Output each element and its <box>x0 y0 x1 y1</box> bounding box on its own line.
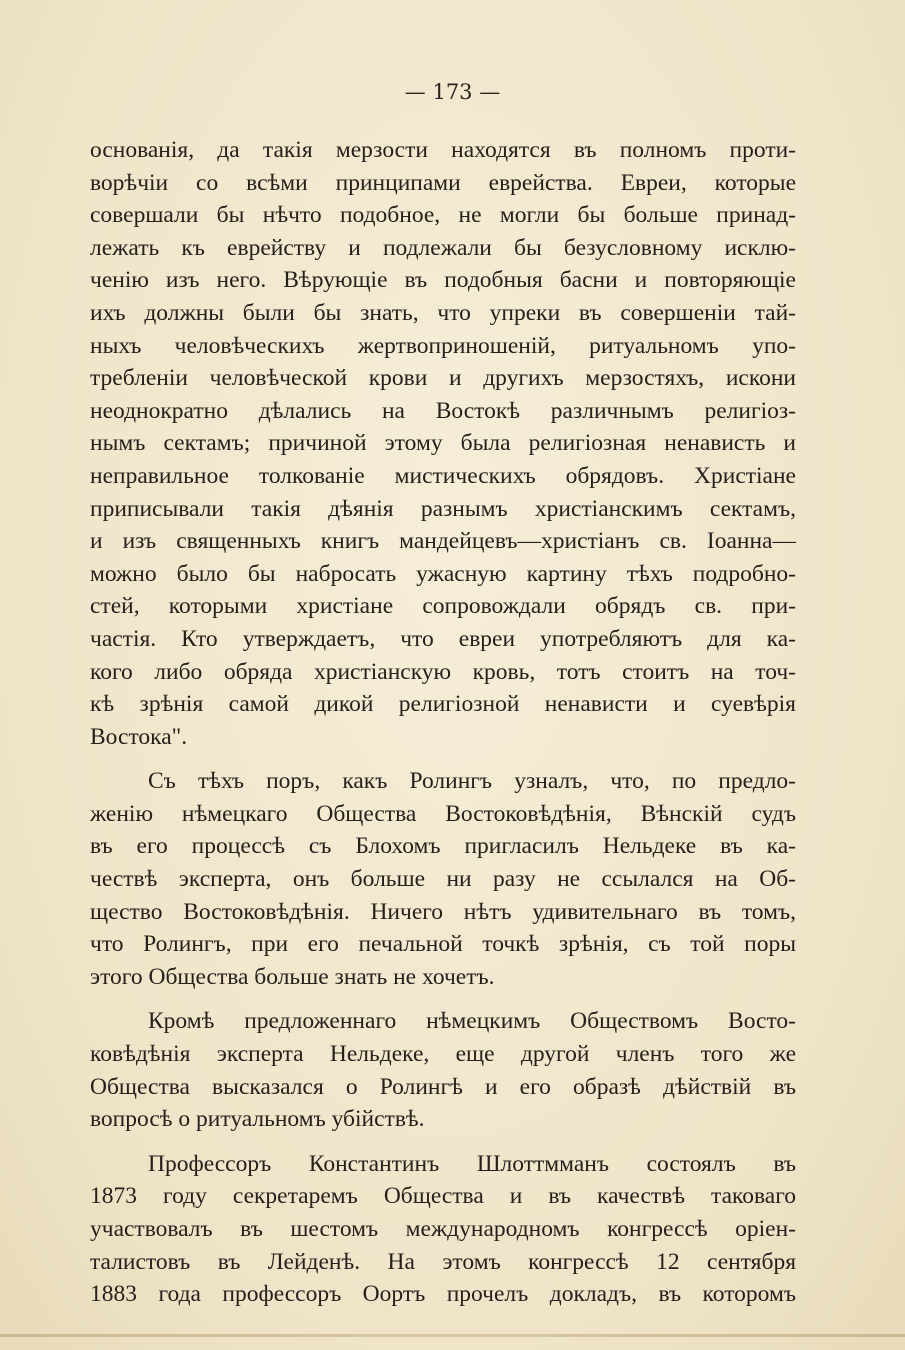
text-line: лежать къ еврейству и подлежали бы безусловному исклю- <box>90 234 796 261</box>
text-line: ворѣчіи со всѣми принципами еврейства. Евреи, которые <box>90 169 796 196</box>
text-line: въ его процессѣ съ Блохомъ пригласилъ Нельдеке въ ка- <box>90 833 796 860</box>
text-line: ихъ должны были бы знать, что упреки въ совершеніи тай- <box>90 299 796 326</box>
paragraph <box>90 134 796 753</box>
text-line: Профессоръ Константинъ Шлоттмманъ состоялъ въ <box>148 1150 796 1177</box>
text-line: 1883 года профессоръ Оортъ прочелъ докладъ, въ которомъ <box>90 1281 796 1308</box>
text-line: кого либо обряда христіанскую кровь, тотъ стоитъ на точ- <box>90 658 796 685</box>
text-line: что Ролингъ, при его печальной точкѣ зрѣнія, съ той поры <box>90 931 796 958</box>
text-line: стей, которыми христіане сопровождали обрядъ св. при- <box>90 593 796 620</box>
text-line: ныхъ человѣческихъ жертвоприношеній, ритуальномъ упо- <box>90 332 796 359</box>
text-line: основанія, да такія мерзости находятся въ полномъ проти- <box>90 137 796 163</box>
paragraph <box>90 1005 796 1135</box>
text-line: Съ тѣхъ поръ, какъ Ролингъ узналъ, что, по предло- <box>148 768 796 795</box>
text-line: ковѣдѣнія эксперта Нельдеке, еще другой членъ того же <box>90 1041 796 1068</box>
text-line: 1873 году секретаремъ Общества и въ качествѣ таковаго <box>90 1183 796 1210</box>
text-line: неправильное толкованіе мистическихъ обрядовъ. Христіане <box>90 462 796 489</box>
text-line: щество Востоковѣдѣнія. Ничего нѣтъ удивительнаго въ томъ, <box>90 898 796 925</box>
text-line: женію нѣмецкаго Общества Востоковѣдѣнія, Вѣнскій судъ <box>90 800 796 827</box>
text-line: талистовъ въ Лейденѣ. На этомъ конгрессѣ 12 сентября <box>90 1248 796 1275</box>
text-line: и изъ священныхъ книгъ мандейцевъ—христіанъ св. Іоанна— <box>90 528 796 555</box>
text-line: кѣ зрѣнія самой дикой религіозной ненависти и суевѣрія <box>90 691 796 718</box>
text-line: неоднократно дѣлались на Востокѣ различнымъ религіоз- <box>90 397 796 424</box>
text-line: Востока". <box>90 723 188 750</box>
text-line: совершали бы нѣчто подобное, не могли бы больше принад- <box>90 202 796 229</box>
text-line: вопросѣ о ритуальномъ убійствѣ. <box>90 1106 425 1133</box>
text-line: ченію изъ него. Вѣрующіе въ подобныя басни и повторяющіе <box>90 267 796 294</box>
text-line: можно было бы набросать ужасную картину тѣхъ подробно- <box>90 560 796 587</box>
page-number: — 173 — <box>404 80 501 104</box>
page-text <box>90 134 796 1311</box>
text-line: Общества высказался о Ролингѣ и его образѣ дѣйствій въ <box>90 1073 796 1100</box>
page-edge-rule <box>0 1334 905 1337</box>
paragraph <box>90 765 796 993</box>
text-line: требленіи человѣческой крови и другихъ мерзостяхъ, искони <box>90 365 796 392</box>
paragraph <box>90 1148 796 1311</box>
text-line: этого Общества больше знать не хочетъ. <box>90 963 495 990</box>
text-line: Кромѣ предложеннаго нѣмецкимъ Обществомъ Восто- <box>148 1008 796 1035</box>
text-line: чествѣ эксперта, онъ больше ни разу не ссылался на Об- <box>90 866 796 893</box>
text-line: частія. Кто утверждаетъ, что евреи употребляютъ для ка- <box>90 625 796 652</box>
text-line: приписывали такія дѣянія разнымъ христіанскимъ сектамъ, <box>90 495 796 522</box>
text-line: участвовалъ въ шестомъ международномъ конгрессѣ оріен- <box>90 1216 796 1242</box>
text-line: нымъ сектамъ; причиной этому была религіозная ненависть и <box>90 430 796 457</box>
